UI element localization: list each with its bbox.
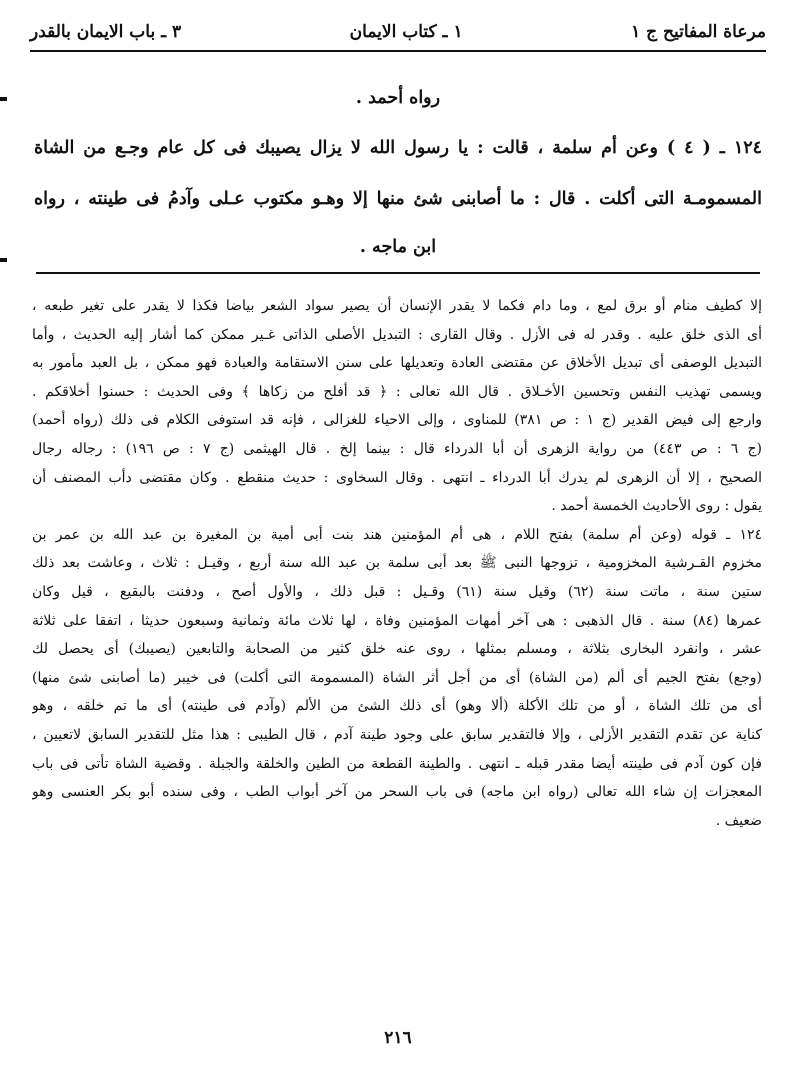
commentary-line: الصحيح ، إلا أن الزهرى لم يدرك أبا الدرداء ـ انتهى . وقال السخاوى : حديث منقطع . وكان مقتضى دأب المصنف أن (32, 469, 762, 486)
commentary-line: أى من تلك الشاة ، أو من تلك الأكلة (ألا وهو) أى ذلك الشئ من الألم (وآدم فى طينته) أى ما تم خلقه ، وهو (32, 698, 762, 715)
commentary-line: إلا كطيف منام أو برق لمع ، وما دام فكما لا يقدر الإنسان أن يصير سواد الشعر بياضا فكذا لا يقدر على تغير طبعه ، (32, 298, 762, 314)
commentary-line: فإن كون آدم فى طينته أيضا مقدر قبله ـ انتهى . والطينة القطعة من الطين والخلقة والجبلة . وقضية الشاة تأتى فى باب (32, 755, 762, 772)
section-divider (36, 272, 760, 274)
header-bab: ٣ ـ باب الايمان بالقدر (30, 22, 182, 42)
commentary-line: عشر ، وانفرد البخارى بثلاثة ، ومسلم بمثلها ، روى عنه خلق كثير من الصحابة والتابعين (يصيبك) أى يحصل لك (32, 641, 762, 658)
hadith-line: ١٢٤ ـ ( ٤ ) وعن أم سلمة ، قالت : يا رسول الله لا يزال يصيبك فى كل عام وجـع من الشاة (34, 138, 762, 158)
commentary-line: ويسمى تهذيب النفس وتحسين الأخـلاق . قال الله تعالى : ﴿ قد أفلح من زكاها ﴾ وفى الحديث : حسنوا أخلاقكم . (32, 383, 762, 400)
page-number: ٢١٦ (384, 1028, 412, 1048)
commentary-line: التبديل الوصفى أى تبديل الأخلاق عن مقتضى العادة وتعديلها على سنن الاستقامة والعبادة فهو ممكن ، بل العبد مأمور به (32, 355, 762, 372)
commentary-line: وارجع إلى فيض القدير (ج ١ : ص ٣٨١) للمناوى ، وإلى الاحياء للغزالى ، فإنه قد استوفى الكلام فى ذلك (رواه أحمد) (32, 412, 762, 429)
header-book-title: مرعاة المفاتيح ج ١ (631, 22, 766, 42)
commentary-line: عمرها (٨٤) سنة . قال الذهبى : هى آخر أمهات المؤمنين وفاة ، لها ثلاث مائة وثمانية وسبعون حديثا ، اتفقا على ثلاثة (32, 612, 762, 629)
commentary-line: المعجزات إن شاء الله تعالى (رواه ابن ماجه) فى باب السحر من آخر أبواب الطب ، وفى سنده أبو بكر العنسى وهو (32, 784, 762, 801)
commentary-line: ١٢٤ ـ قوله (وعن أم سلمة) بفتح اللام ، هى أم المؤمنين هند بنت أبى أمية بن المغيرة بن عبد الله بن عمر بن (32, 526, 762, 543)
commentary-line: يقول : روى الأحاديث الخمسة أحمد . (551, 498, 762, 515)
commentary-line: (وجع) بفتح الجيم أى ألم (من الشاة) أى من أجل أثر الشاة (المسمومة التى أكلت) فى خيبر (ما أصابنى شئ منها) (32, 669, 762, 686)
hadith-line: ابن ماجه . (359, 237, 437, 257)
margin-mark (0, 97, 7, 101)
commentary-line: أى الذى خلق عليه . وقدر له فى الأزل . وقال القارى : التبديل الأصلى الذاتى غـير ممكن كما أشار إليه الحديث ، وأما (32, 326, 762, 343)
commentary-line: كناية عن تقدم التقدير الأزلى ، وإلا فالتقدير سابق على وجود طينة آدم ، قال الطيبى : هذا مثل للتقدير السابق لاتعيين ، (32, 726, 762, 743)
commentary-line: ستين سنة ، ماتت سنة (٦٢) وقيل سنة (٦١) وقـيل : قبل ذلك ، والأول أصح ، ودفنت بالبقيع ، قيل وكان (32, 583, 762, 600)
hadith-text (34, 84, 762, 274)
hadith-line: المسمومـة التى أكلت . قال : ما أصابنى شئ منها إلا وهـو مكتوب عـلى وآدمُ فى طينته ، رواه (34, 189, 762, 209)
commentary-line: (ج ٦ : ص ٤٤٣) من رواية الزهرى أن أبا الدرداء قال : بينما إلخ . قال الهيثمى (ج ٧ : ص ١٩٦) : رجاله رجال (32, 440, 762, 457)
margin-mark (0, 258, 7, 262)
commentary-line: مخزوم القـرشية المخزومية ، تزوجها النبى ﷺ بعد أبى سلمة بن عبد الله سنة أربع ، وقيـل : ثلاث ، وعاشت بعد ذلك (32, 555, 762, 572)
hadith-line: رواه أحمد . (355, 88, 441, 108)
running-header (30, 14, 766, 50)
header-kitab: ١ ـ كتاب الايمان (349, 22, 463, 42)
header-rule (30, 50, 766, 52)
commentary-line: ضعيف . (715, 812, 762, 829)
commentary (32, 292, 762, 835)
